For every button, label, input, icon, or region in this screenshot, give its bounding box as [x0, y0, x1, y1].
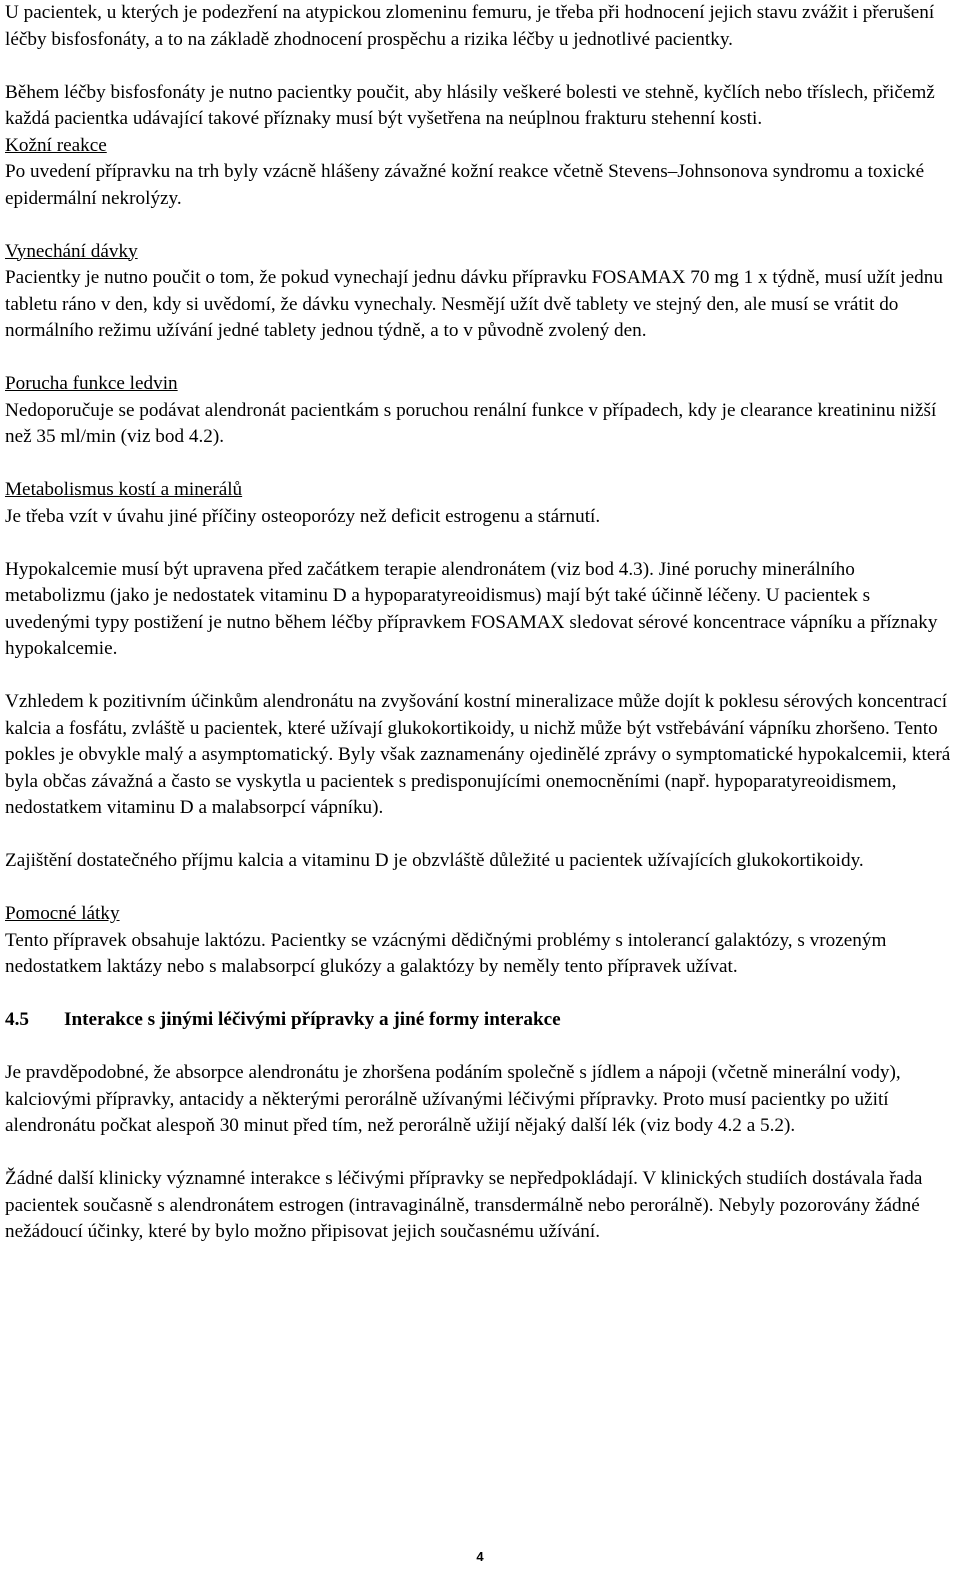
paragraph-other-interactions: Žádné další klinicky významné interakce s léčivými přípravky se nepředpokládají. V klinických studiích dostávala řada pacientek současně s alendronátem estrogen (intravaginálně, transdermálně nebo perorálně). Nebyly pozorovány žádné nežádoucí účinky, které by bylo možno připisovat jejich současnému užívání. [5, 1168, 923, 1242]
section-heading-interactions [5, 1007, 955, 1034]
paragraph-renal-impairment: Nedoporučuje se podávat alendronát pacientkám s poruchou renální funkce v případech, kdy je clearance kreatininu nižší než 35 ml/min (viz bod 4.2). [5, 399, 937, 447]
paragraph-excipients: Tento přípravek obsahuje laktózu. Pacientky se vzácnými dědičnými problémy s intolerancí galaktózy, s vrozeným nedostatkem laktázy nebo s malabsorpcí glukózy a galaktózy by neměly tento přípravek užívat. [5, 929, 887, 977]
page-number: 4 [476, 1549, 484, 1564]
paragraph-osteoporosis-causes: Je třeba vzít v úvahu jiné příčiny osteoporózy než deficit estrogenu a stárnutí. [5, 505, 601, 527]
paragraph-mineralization-effects: Vzhledem k pozitivním účinkům alendronátu na zvyšování kostní mineralizace může dojít k poklesu sérových koncentrací kalcia a fosfátu, zvláště u pacientek, které užívají glukokortikoidy, u nichž může být vstřebávání vápníku zhoršeno. Tento pokles je obvykle malý a asymptomatický. Byly však zaznamenány ojedinělé zprávy o symptomatické hypokalcemii, která byla občas závažná a často se vyskytla u pacientek s predisponujícími onemocněními (např. hypoparatyreoidismem, nedostatkem vitaminu D a malabsorpcí vápníku). [5, 691, 951, 818]
paragraph-hypocalcemia: Hypokalcemie musí být upravena před začátkem terapie alendronátem (viz bod 4.3). Jiné poruchy minerálního metabolizmu (jako je nedostatek vitaminu D a hypoparatyreoidismus) mají být také účinně léčeny. U pacientek s uvedenými typy postižení je nutno během léčby přípravkem FOSAMAX sledovat sérové koncentrace vápníku a příznaky hypokalcemie. [5, 558, 938, 659]
paragraph-absorption-interactions: Je pravděpodobné, že absorpce alendronátu je zhoršena podáním společně s jídlem a nápoji (včetně minerální vody), kalciovými přípravky, antacidy a některými perorálně užívanými léčivými přípravky. Proto musí pacientky po užití alendronátu počkat alespoň 30 minut před tím, než perorálně užijí nějaký další lék (viz body 4.2 a 5.2). [5, 1062, 901, 1136]
subheading-missed-dose: Vynechání dávky [5, 240, 138, 262]
paragraph-calcium-intake: Zajištění dostatečného příjmu kalcia a vitaminu D je obzvláště důležité u pacientek užívajících glukokortikoidy. [5, 850, 864, 871]
section-title: Interakce s jinými léčivými přípravky a jiné formy interakce [64, 1009, 561, 1030]
paragraph-atypical-fracture: U pacientek, u kterých je podezření na atypickou zlomeninu femuru, je třeba při hodnocení jejich stavu zvážit i přerušení léčby bisfosfonáty, a to na základě zhodnocení prospěchu a rizika léčby u jednotlivé pacientky. [5, 2, 935, 50]
subheading-bone-mineral-metabolism: Metabolismus kostí a minerálů [5, 479, 243, 500]
paragraph-skin-reactions: Po uvedení přípravku na trh byly vzácně hlášeny závažné kožní reakce včetně Stevens–Johnsonova syndromu a toxické epidermální nekrolýzy. [5, 161, 925, 209]
subheading-renal-impairment: Porucha funkce ledvin [5, 373, 178, 394]
paragraph-missed-dose: Pacientky je nutno poučit o tom, že pokud vynechají jednu dávku přípravku FOSAMAX 70 mg 1 x týdně, musí užít jednu tabletu ráno v den, kdy si uvědomí, že dávku vynechaly. Nesmějí užít dvě tablety ve stejný den, ale musí se vrátit do normálního režimu užívání jedné tablety jednou týdně, a to v původně zvolený den. [5, 267, 943, 341]
section-number: 4.5 [5, 1009, 29, 1030]
subheading-excipients: Pomocné látky [5, 903, 120, 924]
paragraph-thigh-pain: Během léčby bisfosfonáty je nutno pacientky poučit, aby hlásily veškeré bolesti ve stehně, kyčlích nebo tříslech, přičemž každá pacientka udávající takové příznaky musí být vyšetřena na neúplnou frakturu stehenní kosti. [5, 81, 935, 129]
document-page [5, 0, 955, 1246]
subheading-skin-reactions: Kožní reakce [5, 134, 107, 156]
